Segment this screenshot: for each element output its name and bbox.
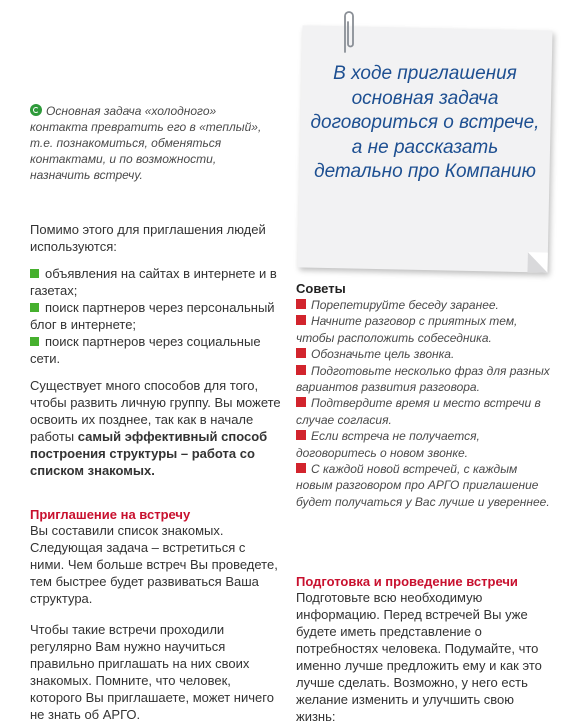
intro-text: Основная задача «холодного» контакта превратить его в «теплый», т.е. познакомиться, обменяться контактами, и по возможности, назначить встречу. xyxy=(30,104,262,182)
swirl-icon xyxy=(30,104,42,116)
green-square-bullet-icon xyxy=(30,303,39,312)
page-curl xyxy=(527,252,547,272)
red-square-bullet-icon xyxy=(296,348,306,358)
red-square-bullet-icon xyxy=(296,463,306,473)
list-item: С каждой новой встречей, с каждым новым разговором про АРГО приглашение будет получаться у Вас лучше и увереннее. xyxy=(296,462,550,509)
green-square-bullet-icon xyxy=(30,269,39,278)
red-square-bullet-icon xyxy=(296,430,306,440)
red-square-bullet-icon xyxy=(296,315,306,325)
tips-list xyxy=(296,297,551,510)
emphasis-text: самый эффективный способ построения структуры – работа со списком знакомых. xyxy=(30,429,268,478)
section-title-invitation: Приглашение на встречу xyxy=(30,507,191,522)
list-item: Если встреча не получается, договоритесь о новом звонке. xyxy=(296,429,480,460)
note-text: В ходе приглашения основная задача договориться о встрече, а не рассказать детально про Компанию xyxy=(310,63,540,182)
list-item: Подготовьте несколько фраз для разных вариантов развития разговора. xyxy=(296,363,550,395)
list-item: Начните разговор с приятных тем, чтобы расположить собеседника. xyxy=(296,314,518,345)
green-square-bullet-icon xyxy=(30,337,39,346)
para-used-methods: Помимо этого для приглашения людей используются: xyxy=(30,222,266,254)
invitation-paragraph-2: Чтобы такие встречи проходили регулярно Вам нужно научиться правильно приглашать на них своих знакомых. Помните, что человек, которого Вы приглашаете, может ничего не знать об АРГО. xyxy=(30,622,274,722)
list-item: Подтвердите время и место встречи в случае согласия. xyxy=(296,396,541,427)
red-square-bullet-icon xyxy=(296,365,306,375)
red-square-bullet-icon xyxy=(296,397,306,407)
section-title-meeting: Подготовка и проведение встречи xyxy=(296,574,518,589)
methods-list xyxy=(30,265,282,367)
tips-title: Советы xyxy=(296,281,346,296)
list-item: поиск партнеров через социальные сети. xyxy=(30,334,261,366)
paperclip-icon xyxy=(340,8,358,56)
list-item: Обозначьте цель звонка. xyxy=(296,346,551,362)
meeting-paragraph: Подготовьте всю необходимую информацию. Перед встречей Вы уже будете иметь представление о потребностях человека. Подумайте, что именно лучше предложить ему и как это лучше сделать. Возможно, у него есть желание изменить и улучшить свою жизнь: xyxy=(296,590,542,724)
intro-paragraph xyxy=(30,103,270,183)
invitation-paragraph-1: Вы составили список знакомых. Следующая задача – встретиться с ними. Чем больше встреч Вы проведете, тем быстрее будет развиваться Ваша структура. xyxy=(30,523,278,606)
red-square-bullet-icon xyxy=(296,299,306,309)
list-item: поиск партнеров через персональный блог в интернете; xyxy=(30,300,275,332)
list-item: объявления на сайтах в интернете и в газетах; xyxy=(30,266,277,298)
list-item: Порепетируйте беседу заранее. xyxy=(296,297,551,313)
para-structure: Существует много способов для того, чтобы развить личную группу. Вы можете освоить их позднее, так как в начале работы самый эффективный способ построения структуры – работа со списком знакомых. xyxy=(30,378,281,478)
